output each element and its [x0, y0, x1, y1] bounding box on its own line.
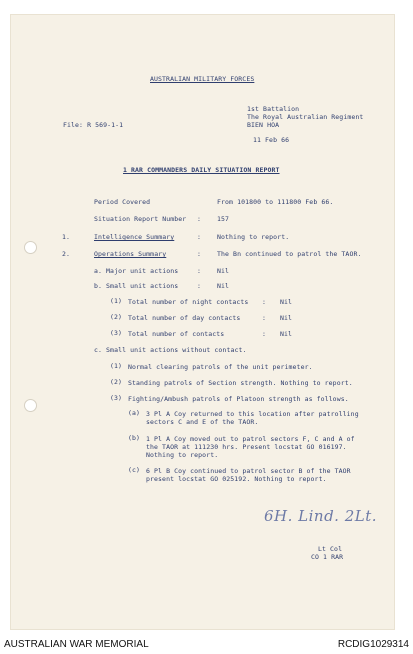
ambush-patrols-text: Fighting/Ambush patrols of Platoon strength as follows. — [128, 395, 349, 403]
colon: : — [197, 282, 202, 290]
item-number: (1) — [110, 362, 123, 370]
patrol-c-line-1: 6 Pl B Coy continued to patrol sector B of the TAOR — [146, 467, 351, 475]
patrol-a-line-1: 3 Pl A Coy returned to this location after patrolling — [146, 410, 359, 418]
period-value: From 101800 to 111800 Feb 66. — [217, 198, 334, 206]
para-1-value: Nothing to report. — [217, 233, 290, 241]
item-number: (1) — [110, 297, 123, 305]
para-2-number: 2. — [62, 250, 71, 258]
colon: : — [197, 267, 202, 275]
patrol-b-line-2: the TAOR at 111230 hrs. Present locstat GO 016197. — [146, 443, 347, 451]
patrol-a-line-2: sectors C and E of the TAOR. — [146, 418, 259, 426]
signatory-rank: Lt Col — [318, 545, 343, 553]
period-label: Period Covered — [94, 198, 151, 206]
para-1-label: Intelligence Summary — [94, 233, 175, 241]
punch-hole — [24, 241, 37, 254]
report-title: 1 RAR COMMANDERS DAILY SITUATION REPORT — [123, 166, 280, 174]
header-title: AUSTRALIAN MILITARY FORCES — [150, 75, 255, 83]
document-page — [10, 14, 395, 630]
small-actions-value: Nil — [217, 282, 230, 290]
patrol-b-line-1: 1 Pl A Coy moved out to patrol sectors F, C and A of — [146, 435, 355, 443]
colon: : — [197, 250, 202, 258]
major-actions-value: Nil — [217, 267, 230, 275]
day-contacts-value: Nil — [280, 314, 293, 322]
unit-line-1: 1st Battalion — [247, 105, 300, 113]
handwritten-signature: 6H. Lind. 2Lt. — [264, 507, 378, 525]
sub-item-letter: (a) — [128, 409, 141, 417]
colon: : — [262, 330, 267, 338]
total-contacts-value: Nil — [280, 330, 293, 338]
no-contact-actions-label: c. Small unit actions without contact. — [94, 346, 247, 354]
colon: : — [197, 215, 202, 223]
para-2-label: Operations Summary — [94, 250, 167, 258]
night-contacts-value: Nil — [280, 298, 293, 306]
footer-bar — [0, 630, 413, 654]
standing-patrols-text: Standing patrols of Section strength. Nothing to report. — [128, 379, 353, 387]
sitrep-value: 157 — [217, 215, 230, 223]
sub-item-letter: (c) — [128, 466, 141, 474]
day-contacts-label: Total number of day contacts — [128, 314, 241, 322]
colon: : — [197, 233, 202, 241]
footer-id: RCDIG1029314 — [337, 639, 409, 650]
night-contacts-label: Total number of night contacts — [128, 298, 249, 306]
item-number: (3) — [110, 329, 123, 337]
item-number: (2) — [110, 378, 123, 386]
item-number: (2) — [110, 313, 123, 321]
item-number: (3) — [110, 394, 123, 402]
file-reference: File: R 569-1-1 — [63, 121, 124, 129]
unit-line-2: The Royal Australian Regiment — [247, 113, 364, 121]
colon: : — [262, 314, 267, 322]
colon: : — [262, 298, 267, 306]
total-contacts-label: Total number of contacts — [128, 330, 225, 338]
unit-location: BIEN HOA — [247, 121, 280, 129]
small-actions-label: b. Small unit actions — [94, 282, 179, 290]
patrol-b-line-3: Nothing to report. — [146, 451, 219, 459]
sitrep-label: Situation Report Number — [94, 215, 187, 223]
major-actions-label: a. Major unit actions — [94, 267, 179, 275]
clearing-patrols-text: Normal clearing patrols of the unit perimeter. — [128, 363, 313, 371]
punch-hole — [24, 399, 37, 412]
document-date: 11 Feb 66 — [253, 136, 290, 144]
para-1-number: 1. — [62, 233, 71, 241]
sub-item-letter: (b) — [128, 434, 141, 442]
patrol-c-line-2: present locstat GO 025192. Nothing to report. — [146, 475, 327, 483]
para-2-value: The Bn continued to patrol the TAOR. — [217, 250, 362, 258]
signatory-title: CO 1 RAR — [311, 553, 344, 561]
footer-source: AUSTRALIAN WAR MEMORIAL — [4, 639, 149, 650]
